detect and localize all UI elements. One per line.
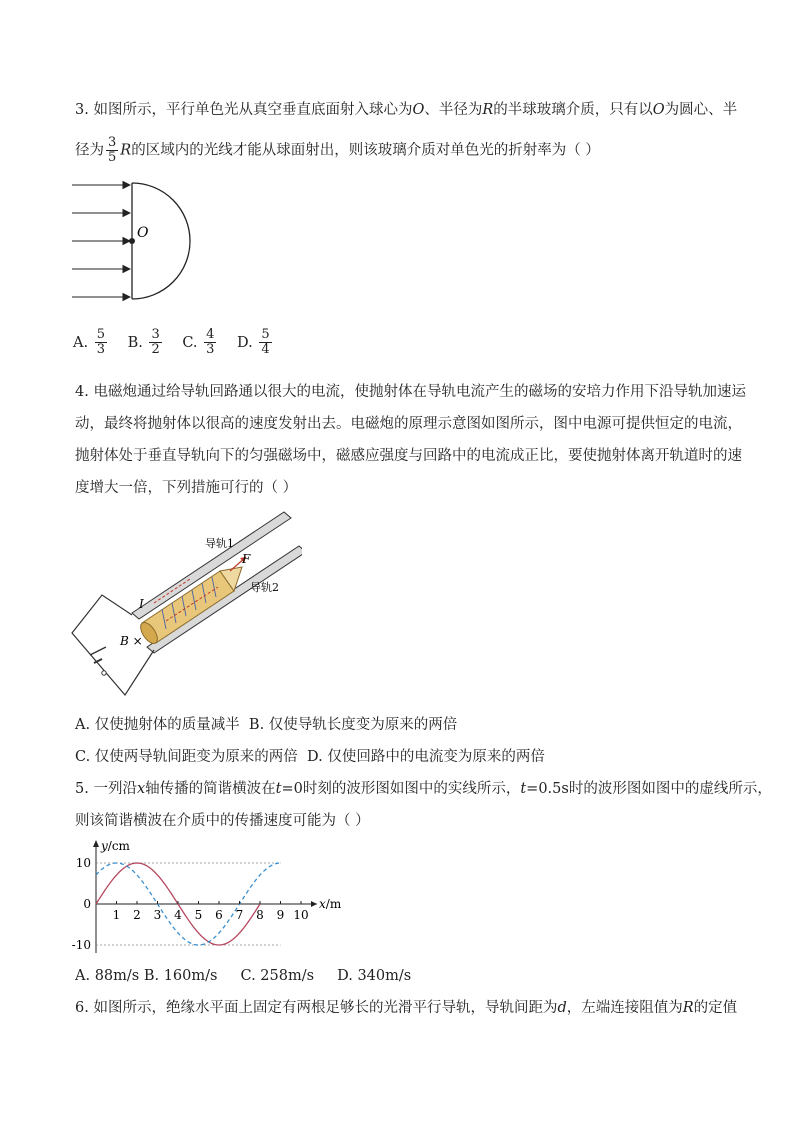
x-tick-label: 6 [215, 908, 223, 922]
x-tick-label: 9 [276, 908, 285, 922]
q5-option-b[interactable]: B. 160m/s [143, 968, 218, 984]
railgun-figure [70, 505, 302, 705]
y-tick-label: 0 [83, 897, 91, 911]
q5-option-d[interactable]: D. 340m/s [337, 968, 412, 984]
q4-option-c[interactable]: C. 仅使两导轨间距变为原来的两倍 [75, 749, 298, 765]
field-label: B × [120, 634, 143, 648]
x-axis-arrow [311, 901, 317, 907]
x-tick-label: 2 [133, 908, 141, 922]
x-tick-label: 3 [153, 908, 162, 922]
x-tick-label: 7 [235, 908, 244, 922]
x-tick-label: 8 [256, 908, 264, 922]
q4-line-4: 度增大一倍，下列措施可行的（ ） [75, 480, 298, 496]
chart-axes [93, 840, 317, 953]
q3-line-2: 径为 $\frac{3}{5}$ R的区域内的光线才能从球面射出，则该玻璃介质对单色光的折射率为（ ） [75, 135, 600, 165]
rail-2-label: 导轨2 [250, 581, 279, 594]
q3-option-d[interactable]: D. $\frac{5}{4}$ [237, 327, 270, 357]
q4-options-row-1 [75, 715, 457, 735]
center-label-o: O [137, 225, 149, 241]
q4-line-3: 抛射体处于垂直导轨向下的匀强磁场中，磁感应强度与回路中的电流成正比，要使抛射体离开轨道时的速 [75, 448, 742, 464]
q5-option-c[interactable]: C. 258m/s [240, 968, 315, 984]
q3-option-c[interactable]: C. $\frac{4}{3}$ [182, 327, 215, 357]
x-tick-label: 4 [174, 908, 182, 922]
q4-line-1: 4. 电磁炮通过给导轨回路通以很大的电流，使抛射体在导轨电流产生的磁场的安培力作用下沿导轨加速运 [75, 384, 746, 400]
q6-line-1: 6. 如图所示，绝缘水平面上固定有两根足够长的光滑平行导轨，导轨间距为d，左端连接阻值为R的定值 [75, 1000, 738, 1016]
force-label: F [242, 552, 251, 566]
q3-options [73, 328, 274, 357]
x-tick-label: 5 [194, 908, 203, 922]
y-tick-label: 10 [75, 856, 91, 870]
q4-options-row-2 [75, 747, 545, 767]
q4-option-a[interactable]: A. 仅使抛射体的质量减半 [75, 717, 240, 733]
x-tick-label: 10 [293, 908, 309, 922]
y-axis-arrow [93, 840, 99, 847]
q4-line-2: 动，最终将抛射体以很高的速度发射出去。电磁炮的原理示意图如图所示，图中电源可提供恒定的电流， [75, 416, 742, 432]
y-axis-label: y/cm [101, 839, 130, 853]
x-tick-label: 1 [112, 908, 121, 922]
wave-chart [68, 838, 346, 956]
q5-option-a[interactable]: A. 88m/s [75, 968, 140, 984]
fraction-3-5: $\frac{3}{5}$ [108, 135, 117, 165]
q5-line-1: 5. 一列沿x轴传播的简谐横波在t=0时刻的波形图如图中的实线所示，t=0.5s时的波形图如图中的虚线所示， [75, 781, 772, 797]
rail-1-label: 导轨1 [205, 537, 234, 550]
q3-line-1: 3. 如图所示，平行单色光从真空垂直底面射入球心为O、半径为R的半球玻璃介质，只有以O为圆心、半 [75, 102, 738, 118]
current-label: I [139, 597, 144, 611]
q5-line-2: 则该简谐横波在介质中的传播速度可能为（ ） [75, 813, 370, 829]
q3-option-a[interactable]: A. $\frac{5}{3}$ [73, 327, 105, 357]
q4-option-b[interactable]: B. 仅使导轨长度变为原来的两倍 [248, 717, 458, 733]
x-axis-label: x/m [319, 897, 342, 911]
q5-options [75, 966, 411, 986]
q4-option-d[interactable]: D. 仅使回路中的电流变为原来的两倍 [307, 749, 545, 765]
hemisphere-figure [70, 176, 200, 306]
y-tick-label: -10 [71, 938, 91, 952]
q3-option-b[interactable]: B. $\frac{3}{2}$ [127, 327, 160, 357]
